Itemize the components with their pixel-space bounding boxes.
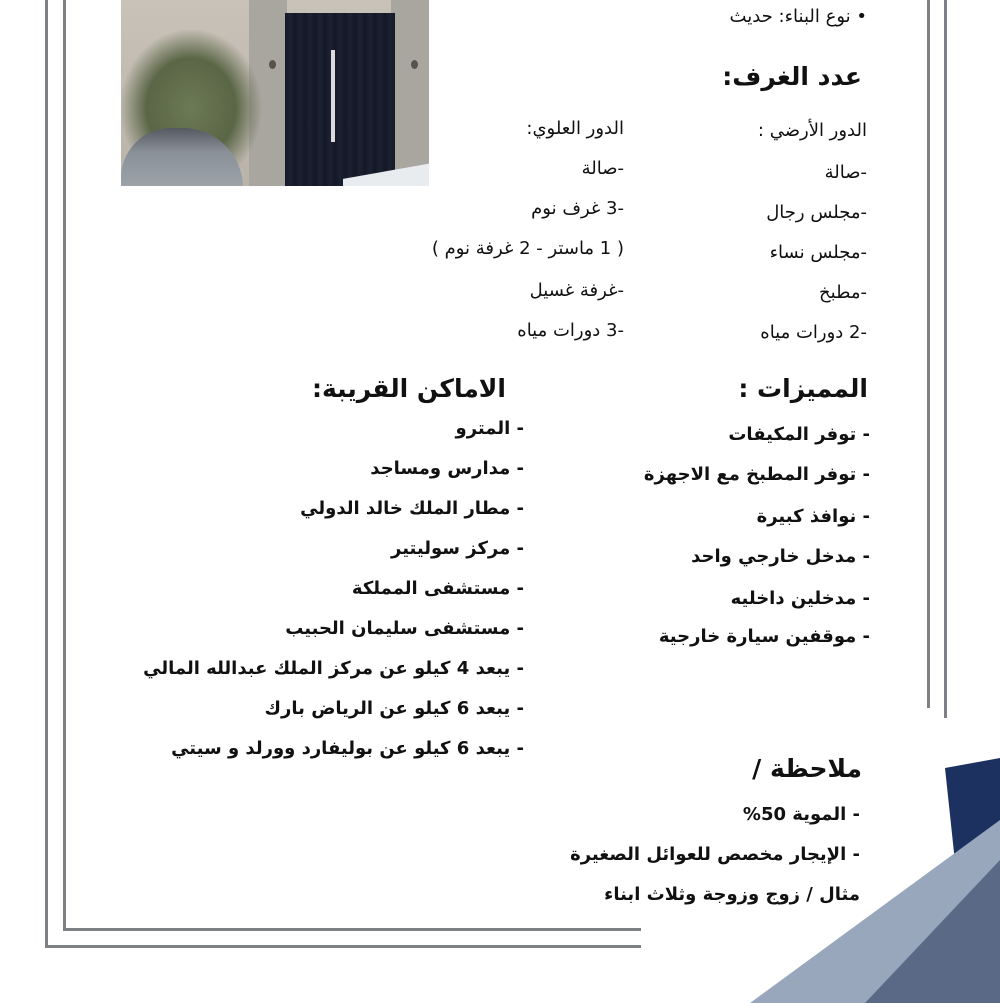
feature-item: - توفر المطبخ مع الاجهزة xyxy=(643,464,870,485)
note-item: مثال / زوج وزوجة وثلاث ابناء xyxy=(604,884,860,905)
nearby-item: - يبعد 6 كيلو عن بوليفارد وورلد و سيتي xyxy=(171,738,524,759)
upper-floor-item: -3 غرف نوم xyxy=(531,198,624,219)
rooms-title: عدد الغرف: xyxy=(722,62,862,91)
property-photo xyxy=(121,0,429,186)
feature-item: - موقفين سيارة خارجية xyxy=(658,626,870,647)
nearby-item: - مستشفى سليمان الحبيب xyxy=(285,618,524,639)
ground-floor-item: -مطبخ xyxy=(819,282,867,303)
upper-floor-item: -3 دورات مياه xyxy=(517,320,624,341)
nearby-item: - مطار الملك خالد الدولي xyxy=(300,498,524,519)
frame-left-outer xyxy=(45,0,48,948)
nearby-item: - المترو xyxy=(455,418,524,439)
nearby-item: - يبعد 6 كيلو عن الرياض بارك xyxy=(264,698,524,719)
upper-floor-item: -غرفة غسيل xyxy=(529,280,624,301)
ground-floor-item: -مجلس رجال xyxy=(766,202,867,223)
nearby-title: الاماكن القريبة: xyxy=(311,374,506,403)
note-title: ملاحظة / xyxy=(752,754,862,783)
nearby-item: - يبعد 4 كيلو عن مركز الملك عبدالله المالي xyxy=(143,658,524,679)
ground-floor-item: -صالة xyxy=(824,162,867,183)
nearby-item: - مستشفى المملكة xyxy=(351,578,524,599)
door xyxy=(285,13,395,186)
frame-bottom-outer xyxy=(45,945,641,948)
features-title: المميزات : xyxy=(738,374,868,403)
nearby-item: - مدارس ومساجد xyxy=(370,458,524,479)
frame-left-inner xyxy=(63,0,66,931)
ground-floor-label: الدور الأرضي : xyxy=(757,120,867,141)
ground-floor-item: -مجلس نساء xyxy=(769,242,867,263)
ground-floor-item: -2 دورات مياه xyxy=(760,322,867,343)
frame-bottom-inner xyxy=(63,928,641,931)
upper-floor-item: ( 1 ماستر - 2 غرفة نوم ) xyxy=(431,238,624,259)
feature-item: - توفر المكيفات xyxy=(728,424,870,445)
frame-right-inner xyxy=(927,0,930,708)
note-item: - الموية 50% xyxy=(742,804,860,825)
nearby-item: - مركز سوليتير xyxy=(391,538,524,559)
feature-item: - نوافذ كبيرة xyxy=(756,506,870,527)
note-item: - الإيجار مخصص للعوائل الصغيرة xyxy=(570,844,860,865)
feature-item: - مدخلين داخليه xyxy=(730,588,870,609)
feature-item: - مدخل خارجي واحد xyxy=(691,546,870,567)
building-type: • نوع البناء: حديث xyxy=(729,6,867,27)
frame-right-outer xyxy=(944,0,947,718)
upper-floor-item: -صالة xyxy=(581,158,624,179)
upper-floor-label: الدور العلوي: xyxy=(526,118,624,139)
